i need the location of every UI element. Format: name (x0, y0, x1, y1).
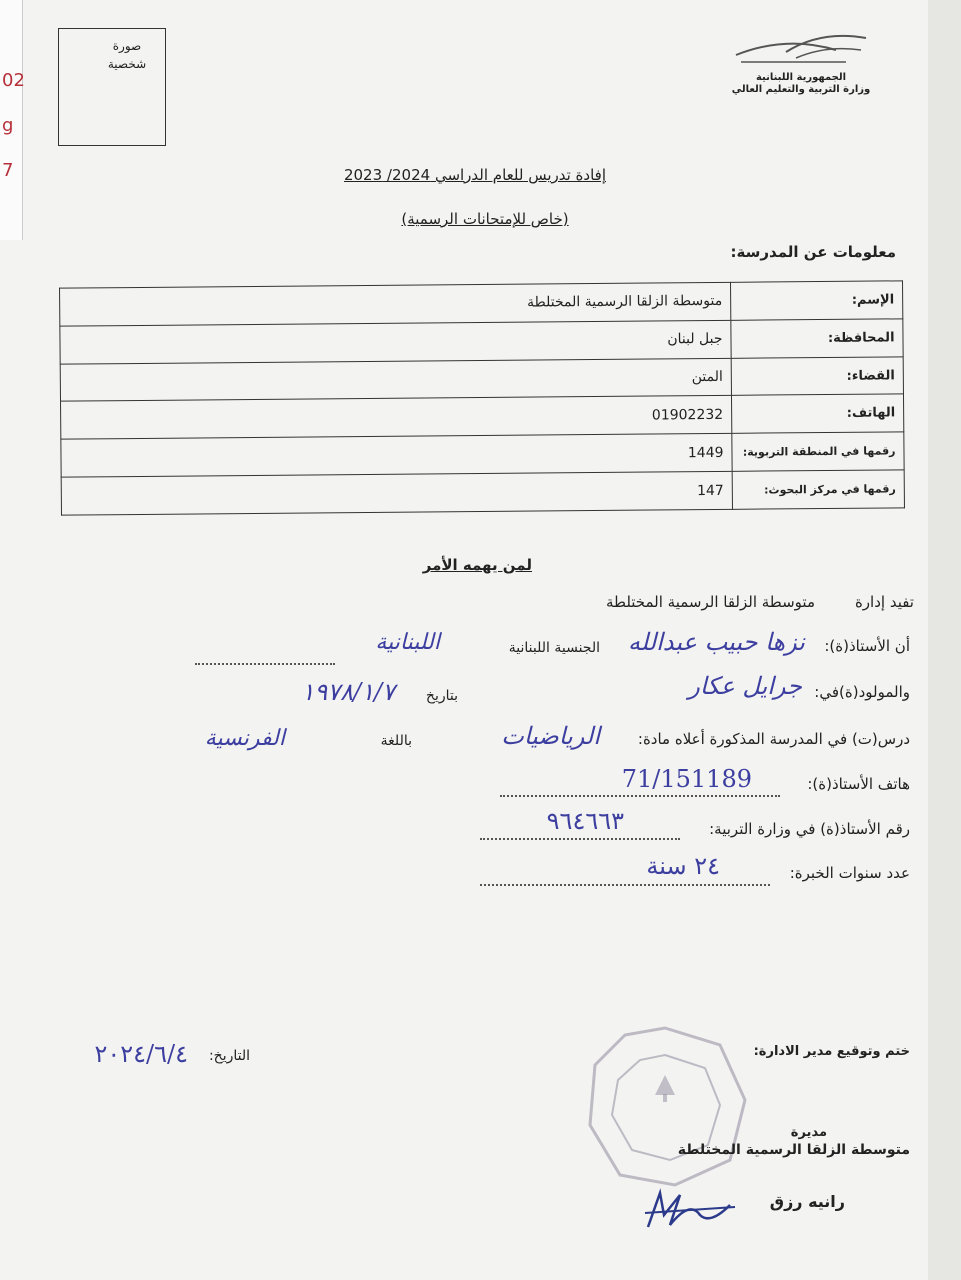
born-label: والمولود(ة)في: (814, 683, 910, 701)
table-row: رقمها في المنطقة التربوية: 1449 (61, 432, 904, 477)
ministry-header: الجمهورية اللبنانية وزارة التربية والتعليم العالي (731, 72, 871, 95)
table-row: القضاء: المتن (60, 356, 903, 401)
official-stamp-icon (580, 1020, 750, 1190)
language-value: الفرنسية (204, 726, 285, 751)
director-title: مديرة (790, 1125, 827, 1140)
table-row: رقمها في مركز البحوث: 147 (61, 470, 904, 515)
birth-date: ١٩٧٨/١/٧ (301, 678, 395, 706)
signature-icon (640, 1185, 740, 1235)
issue-date: ٢٠٢٤/٦/٤ (94, 1040, 188, 1068)
ministry-number: ٩٦٤٦٦٣ (546, 807, 624, 835)
to-whom-heading: لمن يهمه الأمر (422, 556, 532, 574)
birth-place: جرايل عكار (688, 672, 802, 700)
table-row: المحافظة: جبل لبنان (60, 319, 903, 364)
page-edge (928, 0, 961, 1280)
phone-label: هاتف الأستاذ(ة): (807, 775, 910, 793)
experience-label: عدد سنوات الخبرة: (789, 864, 910, 882)
stamp-signature-label: ختم وتوقيع مدير الادارة: (753, 1044, 910, 1059)
table-row: الإسم: متوسطة الزلقا الرسمية المختلطة (60, 281, 903, 326)
director-school: متوسطة الزلقا الرسمية المختلطة (677, 1142, 910, 1158)
date-label: التاريخ: (208, 1048, 250, 1064)
experience-years: ٢٤ سنة (646, 852, 720, 880)
admin-label: تفيد إدارة (854, 593, 914, 611)
school-info-heading: معلومات عن المدرسة: (730, 243, 896, 261)
page-title: إفادة تدريس للعام الدراسي 2024/ 2023 (343, 166, 607, 184)
language-label: باللغة (380, 733, 412, 749)
underlying-sheet: 02 g 7 (0, 0, 23, 240)
subject-label: درس(ت) في المدرسة المذكورة أعلاه مادة: (637, 730, 910, 748)
ministry-number-label: رقم الأستاذ(ة) في وزارة التربية: (709, 820, 910, 838)
subject-value: الرياضيات (501, 722, 600, 750)
birth-date-label: بتاريخ (425, 688, 458, 704)
nationality-label: الجنسية اللبنانية (508, 640, 600, 656)
admin-school: متوسطة الزلقا الرسمية المختلطة (605, 593, 815, 611)
director-name: رانيه رزق (769, 1192, 845, 1211)
page-subtitle: (خاص للإمتحانات الرسمية) (401, 210, 569, 228)
table-row: الهاتف: 01902232 (61, 394, 904, 439)
teacher-phone: 71/151189 (621, 765, 752, 793)
teacher-name: نزها حبيب عبدالله (628, 628, 805, 656)
teacher-label: أن الأستاذ(ة): (824, 637, 910, 655)
ministry-logo-icon (726, 30, 876, 110)
nationality-value: اللبنانية (375, 630, 440, 655)
photo-placeholder: صورة شخصية (58, 28, 166, 146)
school-info-table (59, 280, 905, 515)
